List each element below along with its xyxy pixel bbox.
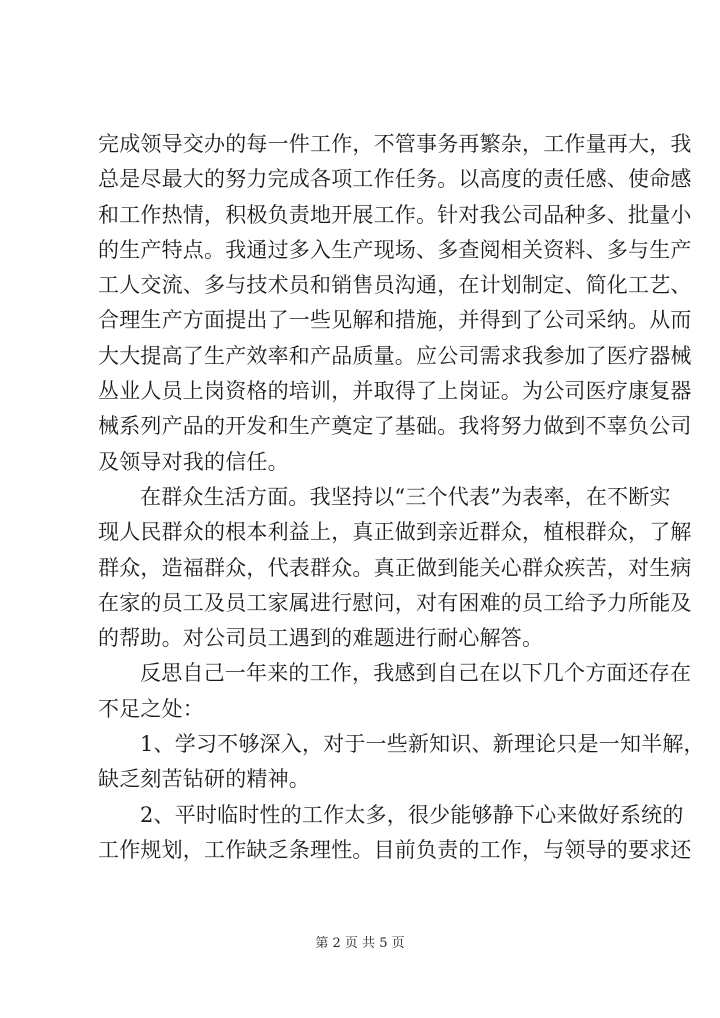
text-line: 群众，造福群众，代表群众。真正做到能关心群众疾苦，对生病 xyxy=(98,555,692,580)
text-line: 合理生产方面提出了一些见解和措施，并得到了公司采纳。从而 xyxy=(98,308,692,333)
text-line: 工作规划，工作缺乏条理性。目前负责的工作，与领导的要求还 xyxy=(98,837,692,862)
text-line: 完成领导交办的每一件工作，不管事务再繁杂，工作量再大，我 xyxy=(98,132,692,156)
text-line: 和工作热情，积极负责地开展工作。针对我公司品种多、批量小 xyxy=(98,202,692,227)
text-line: 在家的员工及员工家属进行慰问，对有困难的员工给予力所能及 xyxy=(98,590,692,615)
text-line: 不足之处： xyxy=(98,696,204,721)
text-line: 大大提高了生产效率和产品质量。应公司需求我参加了医疗器械 xyxy=(98,343,692,368)
text-line: 丛业人员上岗资格的培训，并取得了上岗证。为公司医疗康复器 xyxy=(98,379,692,404)
text-line: 总是尽最大的努力完成各项工作任务。以高度的责任感、使命感 xyxy=(98,167,692,192)
text-line: 现人民群众的根本利益上，真正做到亲近群众，植根群众，了解 xyxy=(98,520,692,545)
paragraph-first-line: 反思自己一年来的工作，我感到自己在以下几个方面还存在 xyxy=(140,661,692,686)
text-line: 的生产特点。我通过多入生产现场、多查阅相关资料、多与生产 xyxy=(98,237,692,262)
text-line: 械系列产品的开发和生产奠定了基础。我将努力做到不辜负公司 xyxy=(98,414,692,439)
page-number-footer: 第 2 页 共 5 页 xyxy=(315,936,405,951)
text-line: 及领导对我的信任。 xyxy=(98,449,289,474)
text-line: 的帮助。对公司员工遇到的难题进行耐心解答。 xyxy=(98,626,544,651)
document-body xyxy=(98,127,705,868)
text-line: 缺乏刻苦钻研的精神。 xyxy=(98,767,310,792)
list-item-first-line: 2、平时临时性的工作太多，很少能够静下心来做好系统的 xyxy=(140,802,684,827)
list-item-first-line: 1、学习不够深入，对于一些新知识、新理论只是一知半解， xyxy=(140,732,705,757)
text-line: 工人交流、多与技术员和销售员沟通，在计划制定、简化工艺、 xyxy=(98,273,692,298)
paragraph-first-line: 在群众生活方面。我坚持以“三个代表”为表率，在不断实 xyxy=(140,484,671,509)
